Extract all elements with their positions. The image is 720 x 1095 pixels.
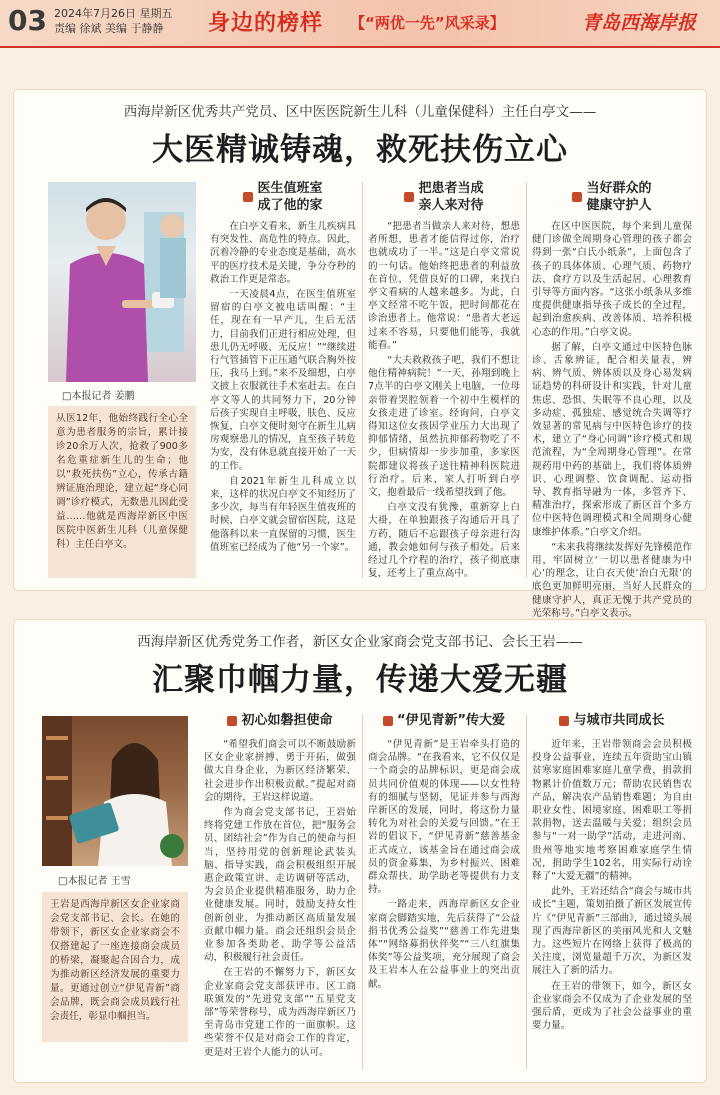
- article-2: [14, 620, 706, 1082]
- article-1-col-2-text: “把患者当做亲人来对待，想患者所想，患者才能信得过你，治疗也就成功了一半。”这是白亭文常说的一句话。他始终把患者的利益放在首位，凭借良好的口碑，来找白亭文看病的人越来越多。为此，白亭文经常不吃午饭，把时间都花在诊治患者上。他常说：“患者大老远过来不容易，只要他们能等，我就能看。” “大夫救救孩子吧，我们不想让他住精神病院！”一天，孙翔到晚上7点半的白亭文刚关上电脑，一位母亲带着哭腔领着一个初中生模样的女孩走进了诊室。经询问，白亭文得知这位女孩因学业压力大出现了抑郁情绪，虽然抗抑郁药物吃了不少，但病情却一步步加重，多家医院都建议将孩子送往精神科医院进行治疗。后来，家人打听到白亭文，抱着最后一线希望找到了他。 白亭文没有犹豫，重新穿上白大褂，在单独跟孩子沟通后开具了方药，随后不忘跟孩子母亲进行沟通，教会她如何与孩子相处。后来经过几个疗程的治疗，孩子彻底康复，还考上了重点高中。: [368, 221, 520, 580]
- article-1-col-3-text: 在区中医医院，每个来到儿童保健门诊做全周期身心管理的孩子都会得到一张“白氏小纸条”，上面包含了孩子的具体体质、心理气质、药物疗法、食疗方以及生活起居、心理教育引导等方面内容。“这张小纸条从多维度提供健康指导孩子成长的全过程，起到治愈疾病、改善体质、培养积极心态的作用。”白亭文说。 据了解，白亭文通过中医特色脉诊、舌象辨证，配合相关量表，辨病、辨气质、辨体质以及身心易发病证趋势的科研设计和实践，针对儿童焦虑、恐惧、失眠等不良心理，以及多动症、孤独症、感觉统合失调等疗效显著的常见病与中医特色诊疗的技术，建立了“身心同调”诊疗模式和规范流程，为“全周期身心管理”。在常规药用中药的基础上，我们将体质辨识、心理调整、饮食调配、运动指导、教育指导融为一体，多管齐下、精准治疗，探索形成了新区首个多方位中医特色调理模式和全周期身心健康维护体系。”白亭文介绍。 “未来我将继续发挥好先锋模范作用，牢固树立‘一切以患者健康为中心’的理念，让白衣天使‘治白无限’的底色更加鲜明亮丽，当好人民群众的健康守护人，真正无愧于共产党员的光荣称号。”白亭文表示。: [532, 221, 692, 619]
- article-1-col-2-head: 把患者当成 亲人来对待: [368, 180, 520, 214]
- article-2-col-1-text: “希望我们商会可以不断鼓励新区女企业家拼搏、勇于开拓，做强做大自身企业，为新区经济繁荣、社会进步作出积极贡献。”提起对商会的期待，王岩这样说道。 作为商会党支部书记，王岩始终将党建工作放在首位，把“服务会员、团结社会”作为自己的使命与担当，坚持用党的创新理论武装头脑、指导实践，商会积极组织开展惠企政策宣讲、走访调研等活动，为会员企业提供精准服务，助力企业健康发展。同时，鼓励支持女性创新创业，为推动新区高质量发展贡献巾帼力量。商会还组织会员企业参加各类助老、助学等公益活动，积极履行社会责任。 在王岩的不懈努力下，新区女企业家商会党支部获评市、区工商联颁发的“先进党支部”“五星党支部”等荣誉称号，成为西海岸新区乃至青岛市党建工作的一面旗帜。这些荣誉不仅是对商会工作的肯定，更是对王岩个人能力的认可。: [204, 739, 356, 1058]
- article-2-col-3-text: 近年来，王岩带领商会会员积极投身公益事业，连续五年资助宝山镇贫寒家庭困难家庭儿童学费，捐款捐物累计价值数万元；帮助农民销售农产品，解决农产品销售难题；为自由职业女性、困境家庭、困难职工等捐款捐物，送去温暖与关爱；组织会员参与“一对一助学”活动，走进河南、贵州等地实地考察困难家庭学生情况，捐助学生102名，用实际行动诠释了“大爱无疆”的精神。 此外，王岩还结合“商会与城市共成长”主题，策划拍摄了新区发展宣传片《“伊见青新”三部曲》，通过镜头展现了西海岸新区的美丽风光和人文魅力。这些短片在网络上获得了极高的关注度，浏览量超千万次，为新区发展注入了新的活力。 在王岩的带领下，如今，新区女企业家商会不仅成为了企业发展的坚强后盾，更成为了社会公益事业的重要力量。: [532, 739, 692, 1032]
- section-subtitle: 【“两优一先”风采录】: [350, 14, 505, 32]
- column-divider: [362, 182, 363, 578]
- header-meta: [54, 6, 173, 36]
- article-2-col-3-head: 与城市共同成长: [532, 712, 692, 729]
- doctor-photo: [48, 182, 196, 382]
- column-divider: [362, 714, 363, 1070]
- article-1-col-3-head: 当好群众的 健康守护人: [532, 180, 692, 214]
- column-divider: [526, 714, 527, 1070]
- page-number: 03: [8, 4, 47, 37]
- chairwoman-photo-illustration: [42, 716, 188, 866]
- article-1-caption: □本报记者 姜鹏: [62, 391, 135, 402]
- editors-line: 责编 徐斌 美编 于静静: [54, 22, 164, 35]
- article-1-bio: 从医12年，他始终践行全心全意为患者服务的宗旨，累计接诊20余万人次，抢救了900多名危重症新生儿的生命；他以“救死扶伤”立心，传承古籍辨证施治理论，建立起“身心同调”诊疗模式，无数患儿因此受益……他就是西海岸新区中医医院中医新生儿科（儿童保健科）主任白亭文。: [48, 406, 196, 578]
- page-header: [0, 0, 720, 48]
- square-bullet-icon: [383, 716, 393, 726]
- article-1: [14, 90, 706, 619]
- square-bullet-icon: [227, 716, 237, 726]
- section-title: 身边的榜样: [208, 11, 324, 36]
- newspaper-masthead: 青岛西海岸报: [582, 12, 697, 34]
- square-bullet-icon: [404, 192, 414, 202]
- article-1-headline: 大医精诚铸魂，救死扶伤立心: [152, 132, 568, 168]
- article-1-kicker: 西海岸新区优秀共产党员、区中医医院新生儿科（儿童保健科）主任白亭文——: [123, 104, 597, 120]
- article-2-bio: 王岩是西海岸新区女企业家商会党支部书记、会长。在她的带领下，新区女企业家商会不仅搭建起了一座连接商会成员的桥梁，凝聚起合因合力，成为推动新区经济发展的重要力量。更通过创立“伊见青新”商会品牌，既会商会成员践行社会责任，彰显巾帼担当。: [42, 892, 188, 1042]
- article-2-kicker: 西海岸新区优秀党务工作者，新区女企业家商会党支部书记、会长王岩——: [137, 634, 583, 650]
- column-divider: [526, 182, 527, 578]
- chairwoman-photo: [42, 716, 188, 866]
- article-2-col-2-head: “伊见青新”传大爱: [368, 712, 520, 729]
- square-bullet-icon: [243, 192, 253, 202]
- article-1-col-1-head: 医生值班室 成了他的家: [210, 180, 356, 214]
- article-2-caption: □本报记者 王雪: [58, 876, 131, 887]
- article-1-col-1-text: 在白亭文看来，新生儿疾病具有突发性、高危性的特点。因此，沉着冷静的专业态度是基础，高水平的医疗技术是关键，争分夺秒的救治工作更是常态。 一天凌晨4点，在医生值班室留宿的白亭文被电话叫醒：“主任，现在有一早产儿，生后无活力，目前我们正进行相应处理，但患儿仍无呼吸、无反应！”“继续进行气管插管下正压通气联合胸外按压，我马上到。”来不及细想，白亭文披上衣服就往手术室赶去。在白亭文等人的共同努力下，20分钟后孩子实现自主呼吸，肤色、反应恢复，白亭文便时刻守在新生儿病房观察患儿的情况，直至孩子转危为安，没有休息就直接开始了一天的工作。 自2021年新生儿科成立以来，这样的状况白亭文不知经历了多少次，每当有年轻医生值夜班的时候，白亭文就会留宿医院，这是他落科以来一直保留的习惯，医生值班室已经成为了他“另一个家”。: [210, 221, 356, 553]
- article-2-col-2-text: “伊见青新”是王岩牵头打造的商会品牌。“在我看来，它不仅仅是一个商会的品牌标识，更是商会成员共同价值观的体现——以女性特有的细腻与坚韧，见证并参与西海岸新区的发展，同时，将这份力量转化为对社会的关爱与回馈。”在王岩的倡议下，“伊见青新”慈善基金正式成立，该基金旨在通过商会成员的资金募集，为乡村振兴、困难群众帮扶、助学助老等提供有力支持。 一路走来，西海岸新区女企业家商会脚踏实地，先后获得了“公益捐书优秀公益奖”“慈善工作先进集体”“网络募捐伙伴奖”“三八红旗集体奖”等公益奖项，充分展现了商会及王岩本人在公益事业上的突出贡献。: [368, 739, 520, 990]
- square-bullet-icon: [559, 716, 569, 726]
- article-2-headline: 汇聚巾帼力量，传递大爱无疆: [152, 662, 568, 698]
- square-bullet-icon: [572, 192, 582, 202]
- date-line: 2024年7月26日 星期五: [54, 7, 173, 20]
- article-2-col-1-head: 初心如磐担使命: [204, 712, 356, 729]
- doctor-photo-illustration: [48, 182, 196, 382]
